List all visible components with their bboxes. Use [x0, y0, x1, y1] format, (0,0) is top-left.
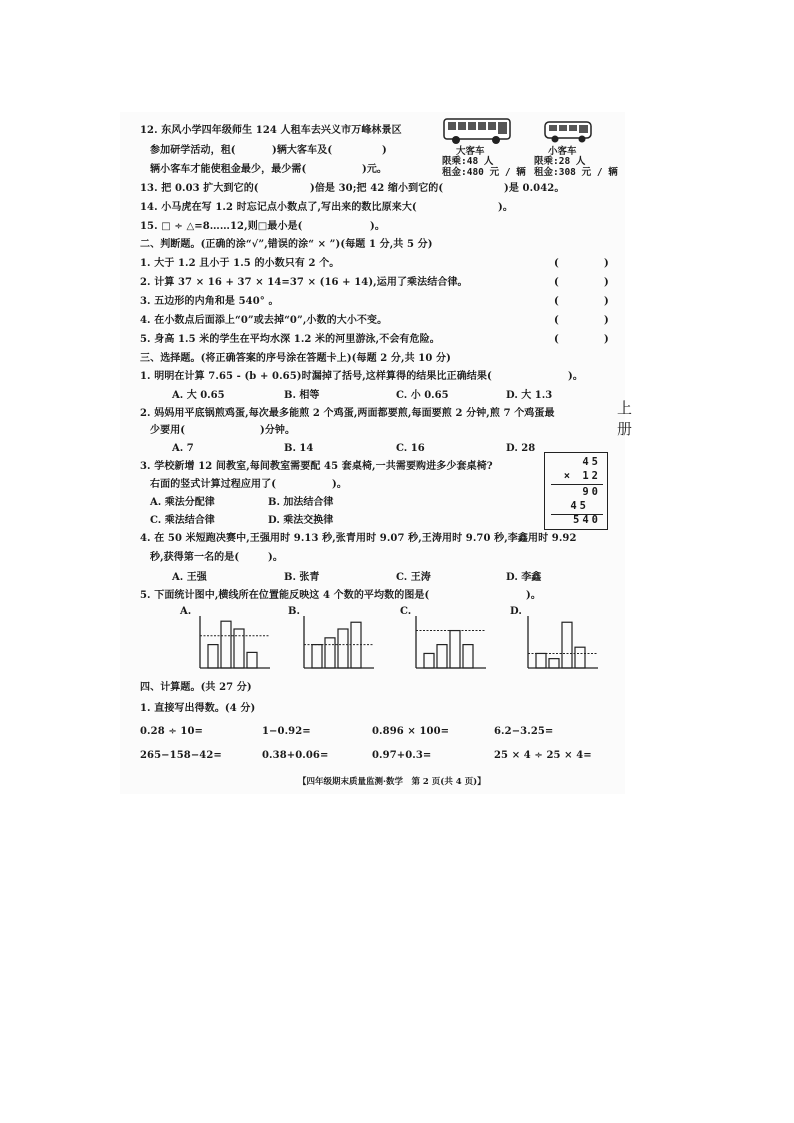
- small-bus-limit: 限乘:28 人: [534, 156, 586, 167]
- chart-b: [300, 612, 376, 674]
- q13-c: )是 0.042。: [504, 183, 565, 194]
- q12-line3b: )元。: [362, 164, 388, 175]
- choice-q4-line1: 4. 在 50 米短跑决赛中,王强用时 9.13 秒,张青用时 9.07 秒,王涛用时 9.70 秒,李鑫用时 9.92: [140, 533, 577, 544]
- q12-line1: 12. 东风小学四年级师生 124 人租车去兴义市万峰林景区: [140, 125, 402, 136]
- big-bus-limit: 限乘:48 人: [442, 156, 494, 167]
- calc-rule-1: [551, 484, 603, 485]
- small-bus-icon: [542, 118, 594, 146]
- q13-b: )倍是 30;把 42 缩小到它的(: [310, 183, 444, 194]
- judge-paren-3-r: ): [604, 296, 609, 307]
- bar-1: [312, 645, 322, 668]
- page-footer: 【四年级期末质量监测·数学 第 2 页(共 4 页)】: [298, 777, 486, 787]
- calc-row-1: 45: [582, 456, 601, 468]
- vertical-multiplication: [544, 452, 608, 530]
- judge-paren-1-r: ): [604, 258, 609, 269]
- chart-b-label[interactable]: B.: [288, 606, 300, 617]
- small-bus-name: 小客车: [548, 146, 577, 157]
- chart-c-label[interactable]: C.: [400, 606, 412, 617]
- bar-1: [208, 645, 218, 668]
- small-bus-fee: 租金:308 元 / 辆: [534, 167, 618, 178]
- judge-item-3: 3. 五边形的内角和是 540° 。: [140, 296, 279, 307]
- calc-r2-c2: 0.38+0.06=: [262, 750, 329, 761]
- judge-paren-4-l[interactable]: (: [554, 315, 559, 326]
- choice-q2-line1: 2. 妈妈用平底锅煎鸡蛋,每次最多能煎 2 个鸡蛋,两面都要煎,每面要煎 2 分钟,煎 7 个鸡蛋最: [140, 408, 555, 419]
- bar-4: [463, 645, 473, 668]
- choice-q3-line2a: 右面的竖式计算过程应用了(: [150, 479, 277, 490]
- section2-title: 二、判断题。(正确的涂“√”,错误的涂“ × ”)(每题 1 分,共 5 分): [140, 239, 433, 250]
- calc-r2-c1: 265−158−42=: [140, 750, 222, 761]
- bar-3: [338, 629, 348, 668]
- q13-a: 13. 把 0.03 扩大到它的(: [140, 183, 259, 194]
- bar-3: [562, 622, 572, 668]
- judge-paren-2-l[interactable]: (: [554, 277, 559, 288]
- q4-option-c[interactable]: C. 王涛: [396, 572, 431, 583]
- calc-row-4: 45: [570, 500, 589, 512]
- q15-b: )。: [370, 221, 385, 232]
- choice-q5-text: 5. 下面统计图中,横线所在位置能反映这 4 个数的平均数的图是(: [140, 590, 430, 601]
- q2-option-b[interactable]: B. 14: [284, 443, 314, 454]
- calc-r2-c3: 0.97+0.3=: [372, 750, 432, 761]
- big-bus-icon: [442, 116, 514, 146]
- bar-4: [247, 652, 257, 668]
- judge-paren-5-r: ): [604, 334, 609, 345]
- q12-line2a: 参加研学活动，租(: [150, 145, 236, 156]
- bar-1: [424, 653, 434, 668]
- q4-option-b[interactable]: B. 张青: [284, 572, 320, 583]
- choice-q1-end: )。: [568, 371, 583, 382]
- calc-row-3: 90: [582, 486, 601, 498]
- judge-paren-5-l[interactable]: (: [554, 334, 559, 345]
- q14-a: 14. 小马虎在写 1.2 时忘记点小数点了,写出来的数比原来大(: [140, 202, 417, 213]
- bar-4: [575, 647, 585, 668]
- q3-option-d[interactable]: D. 乘法交换律: [268, 515, 334, 526]
- judge-paren-4-r: ): [604, 315, 609, 326]
- q14-b: )。: [498, 202, 513, 213]
- calc-r1-c2: 1−0.92=: [262, 726, 311, 737]
- choice-q4-line2b: )。: [268, 552, 283, 563]
- judge-item-1: 1. 大于 1.2 且小于 1.5 的小数只有 2 个。: [140, 258, 340, 269]
- judge-item-2: 2. 计算 37 × 16 + 37 × 14=37 × (16 + 14),运用了乘法结合律。: [140, 277, 468, 288]
- q4-option-a[interactable]: A. 王强: [172, 572, 207, 583]
- bar-4: [351, 622, 361, 668]
- q2-option-c[interactable]: C. 16: [396, 443, 425, 454]
- bar-2: [437, 645, 447, 668]
- choice-q3-line1: 3. 学校新增 12 间教室,每间教室需要配 45 套桌椅,一共需要购进多少套桌椅?: [140, 461, 493, 472]
- q3-option-a[interactable]: A. 乘法分配律: [150, 497, 215, 508]
- chart-a-label[interactable]: A.: [180, 606, 192, 617]
- handwritten-note: 上册: [617, 399, 633, 438]
- q12-line2c: ): [382, 145, 387, 156]
- choice-q2-line2b: )分钟。: [260, 425, 296, 436]
- q15-a: 15. □ ÷ △=8……12,则□最小是(: [140, 221, 303, 232]
- calc-r1-c4: 6.2−3.25=: [494, 726, 554, 737]
- choice-q2-line2a: 少要用(: [150, 425, 186, 436]
- q12-line2b: )辆大客车及(: [272, 145, 333, 156]
- judge-item-5: 5. 身高 1.5 米的学生在平均水深 1.2 米的河里游泳,不会有危险。: [140, 334, 440, 345]
- q1-option-a[interactable]: A. 大 0.65: [172, 390, 225, 401]
- calc-subtitle: 1. 直接写出得数。(4 分): [140, 703, 256, 714]
- q4-option-d[interactable]: D. 李鑫: [506, 572, 542, 583]
- calc-r1-c3: 0.896 × 100=: [372, 726, 450, 737]
- calc-row-2: × 12: [563, 470, 601, 482]
- q1-option-d[interactable]: D. 大 1.3: [506, 390, 553, 401]
- bar-2: [221, 621, 231, 668]
- calc-row-5: 540: [573, 514, 601, 526]
- big-bus-name: 大客车: [456, 146, 485, 157]
- choice-q3-line2b: )。: [332, 479, 347, 490]
- judge-paren-1-l[interactable]: (: [554, 258, 559, 269]
- choice-q4-line2a: 秒,获得第一名的是(: [150, 552, 240, 563]
- choice-q1-text: 1. 明明在计算 7.65 - (b + 0.65)时漏掉了括号,这样算得的结果比正确结果(: [140, 371, 492, 382]
- chart-d: [524, 612, 600, 674]
- choice-q5-end: )。: [526, 590, 541, 601]
- bar-2: [549, 659, 559, 668]
- q1-option-b[interactable]: B. 相等: [284, 390, 320, 401]
- q3-option-c[interactable]: C. 乘法结合律: [150, 515, 215, 526]
- chart-a: [196, 612, 272, 674]
- q12-line3a: 辆小客车才能使租金最少，最少需(: [150, 164, 307, 175]
- big-bus-fee: 租金:480 元 / 辆: [442, 167, 526, 178]
- q2-option-d[interactable]: D. 28: [506, 443, 536, 454]
- calc-r1-c1: 0.28 ÷ 10=: [140, 726, 203, 737]
- bar-1: [536, 653, 546, 668]
- section4-title: 四、计算题。(共 27 分): [140, 682, 252, 693]
- judge-paren-3-l[interactable]: (: [554, 296, 559, 307]
- section3-title: 三、选择题。(将正确答案的序号涂在答题卡上)(每题 2 分,共 10 分): [140, 353, 451, 364]
- q2-option-a[interactable]: A. 7: [172, 443, 194, 454]
- bar-3: [450, 631, 460, 668]
- judge-paren-2-r: ): [604, 277, 609, 288]
- exam-page: [120, 112, 633, 794]
- judge-item-4: 4. 在小数点后面添上“0”或去掉“0”,小数的大小不变。: [140, 315, 388, 326]
- q1-option-c[interactable]: C. 小 0.65: [396, 390, 449, 401]
- chart-c: [412, 612, 488, 674]
- chart-d-label[interactable]: D.: [510, 606, 522, 617]
- bar-2: [325, 638, 335, 668]
- calc-r2-c4: 25 × 4 ÷ 25 × 4=: [494, 750, 592, 761]
- bar-3: [234, 629, 244, 668]
- q3-option-b[interactable]: B. 加法结合律: [268, 497, 334, 508]
